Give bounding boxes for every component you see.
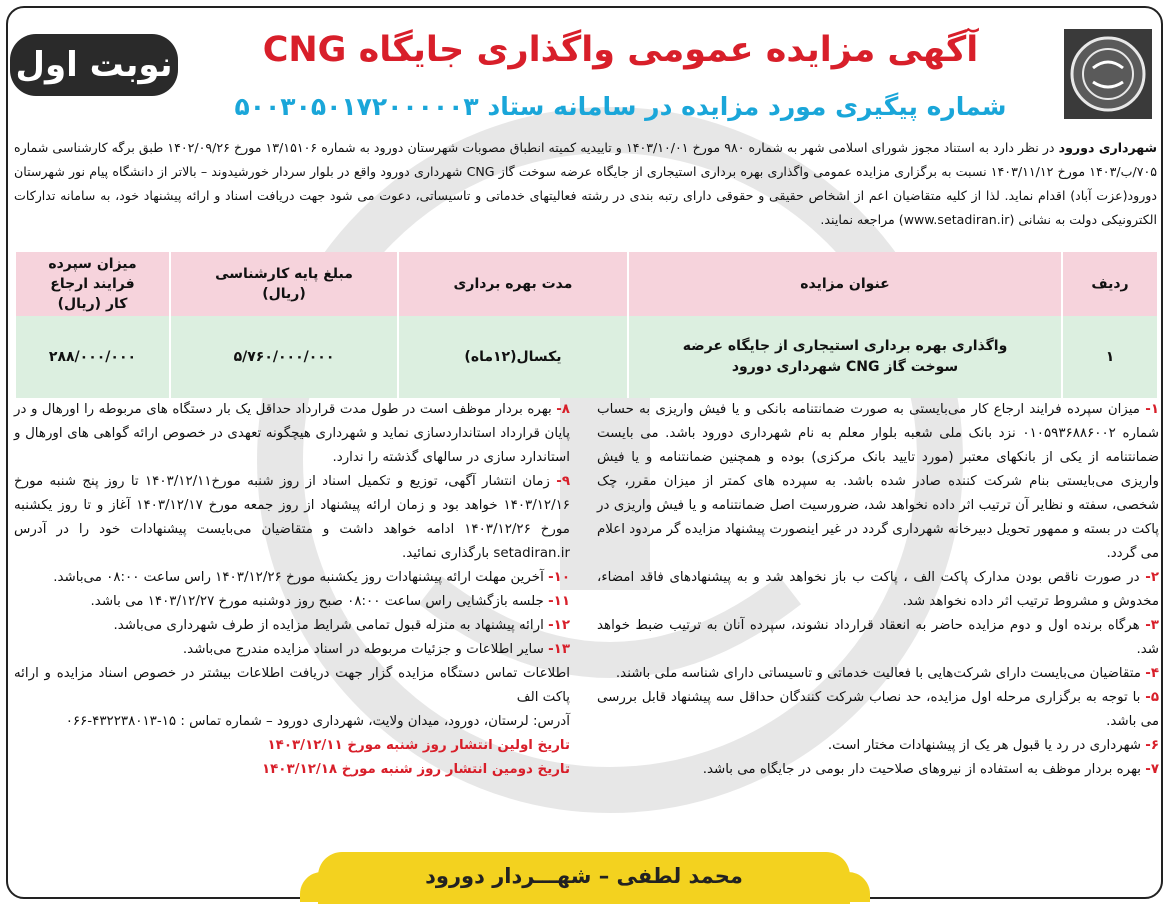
condition-item: ۹- زمان انتشار آگهی، توزیع و تکمیل اسناد از روز شنبه مورخ۱۴۰۳/۱۲/۱۱ تا روز پنج شنبه مورخ ۱۴۰۳/۱۲/۱۶ خواهد بود و زمان ارائه پیشنهاد از روز جمعه مورخ ۱۴۰۳/۱۲/۱۷ آغاز و تا روز یکشنبه مورخ ۱۴۰۳/۱۲/۲۶ ادامه خواهد داشت و متقاضیان می‌بایست پیشنهادات خود را در آدرس setadiran.ir بارگذاری نمائید.: [14, 474, 570, 561]
condition-item: ۱۱- جلسه بازگشایی راس ساعت ۰۸:۰۰ صبح روز دوشنبه مورخ ۱۴۰۳/۱۲/۲۷ می باشد.: [90, 594, 570, 609]
header-duration: مدت بهره برداری: [398, 252, 628, 316]
header-row-number: ردیف: [1062, 252, 1157, 316]
cell-duration: یکسال(۱۲ماه): [398, 316, 628, 398]
intro-lead: شهرداری دورود: [1058, 140, 1158, 155]
contact-info: اطلاعات تماس دستگاه مزایده گزار جهت دریافت اطلاعات بیشتر در خصوص اسناد مزایده و ارائه پاکت الف: [14, 666, 570, 705]
notice-title: آگهی مزایده عمومی واگذاری جایگاه CNG: [262, 30, 979, 70]
condition-item: ۱۲- ارائه پیشنهاد به منزله قبول تمامی شرایط مزایده از طرف شهرداری می‌باشد.: [113, 618, 570, 633]
second-publication-date: تاریخ دومین انتشار روز شنبه مورخ ۱۴۰۳/۱۲/۱۸: [261, 762, 570, 777]
condition-item: ۷- بهره بردار موظف به استفاده از نیروهای صلاحیت دار بومی در جایگاه می باشد.: [702, 762, 1159, 777]
cell-title: واگذاری بهره برداری استیجاری از جایگاه عرضه سوخت گاز CNG شهرداری دورود: [628, 316, 1062, 398]
first-round-badge: نوبت اول: [10, 34, 178, 96]
condition-item: ۲- در صورت ناقص بودن مدارک پاکت الف ، پاکت ب باز نخواهد شد و به پیشنهادهای فاقد امضاء، مخدوش و مشروط ترتیب اثر داده نخواهد شد.: [597, 570, 1159, 609]
cell-row-number: ۱: [1062, 316, 1157, 398]
contact-address: آدرس: لرستان، دورود، میدان ولایت، شهرداری دورود – شماره تماس : ۱۵-۴۳۲۲۳۸۰۱۳-۰۶۶: [65, 714, 570, 729]
municipality-logo: [1063, 28, 1153, 120]
condition-item: ۱۳- سایر اطلاعات و جزئیات مربوطه در اسناد مزایده مندرج می‌باشد.: [182, 642, 570, 657]
condition-item: ۵- با توجه به برگزاری مرحله اول مزایده، حد نصاب شرکت کنندگان حداقل سه پیشنهاد قابل بررسی می باشد.: [597, 690, 1159, 729]
condition-item: ۳- هرگاه برنده اول و دوم مزایده حاضر به انعقاد قرارداد نشوند، سپرده آنان به ترتیب ضبط خواهد شد.: [597, 618, 1159, 657]
header-deposit: میزان سپرده فرایند ارجاع کار (ریال): [15, 252, 170, 316]
first-publication-date: تاریخ اولین انتشار روز شنبه مورخ ۱۴۰۳/۱۲/۱۱: [267, 738, 570, 753]
intro-paragraph: [14, 136, 1157, 232]
header-title: عنوان مزایده: [628, 252, 1062, 316]
cell-base-price: ۵/۷۶۰/۰۰۰/۰۰۰: [170, 316, 398, 398]
tracking-number-subtitle: شماره پیگیری مورد مزایده در سامانه ستاد ۵۰۰۳۰۵۰۱۷۲۰۰۰۰۰۳: [234, 92, 1007, 121]
condition-item: ۸- بهره بردار موظف است در طول مدت قرارداد حداقل یک بار دستگاه های مربوطه را اورهال و در پایان قرارداد استانداردسازی نماید و شهرداری هیچگونه تعهدی در خصوص ارائه گواهی های اورهال و استاندارد سازی در سالهای گذشته را ندارد.: [14, 402, 570, 465]
table-row: [15, 316, 1157, 398]
condition-item: ۶- شهرداری در رد یا قبول هر یک از پیشنهادات مختار است.: [827, 738, 1159, 753]
condition-item: ۱- میزان سپرده فرایند ارجاع کار می‌بایستی به صورت ضمانتنامه بانکی و یا فیش واریزی به حساب شماره ۰۱۰۵۹۳۶۸۸۶۰۰۲ نزد بانک ملی شعبه بلوار معلم به نام شهرداری دورود باشد. می بایست ضمانتنامه از یکی از بانکهای معتبر (مورد تایید بانک مرکزی) بوده و همچنین ضمانتنامه و یا فیش واریزی می‌بایستی بنام شرکت کننده صادر شده باشد. به سپرده های کمتر از میزان مقرر، چک شخصی، سفته و نظایر آن ترتیب اثر داده نخواهد شد، ضرورسیت اصل ضمانتنامه و یا فیش واریزی در پاکت در بسته و ممهور تحویل دبیرخانه شهرداری گردد در غیر اینصورت پیشنهاد مزایده گر مردود اعلام می گردد.: [597, 402, 1160, 561]
cell-deposit: ۲۸۸/۰۰۰/۰۰۰: [15, 316, 170, 398]
condition-item: ۱۰- آخرین مهلت ارائه پیشنهادات روز یکشنبه مورخ ۱۴۰۳/۱۲/۲۶ راس ساعت ۰۸:۰۰ می‌باشد.: [53, 570, 570, 585]
conditions-right-column: [597, 398, 1159, 782]
table-header-row: [15, 252, 1157, 316]
condition-item: ۴- متقاضیان می‌بایست دارای شرکت‌هایی با فعالیت خدماتی و تاسیساتی دارای شناسه ملی باشند.: [615, 666, 1159, 681]
header-base-price: مبلغ پایه کارشناسی (ریال): [170, 252, 398, 316]
conditions-left-column: [14, 398, 570, 782]
mayor-signature-bar: محمد لطفی – شهـــردار دورود: [318, 852, 850, 904]
auction-table: [14, 252, 1157, 398]
intro-body: در نظر دارد به استناد مجوز شورای اسلامی شهر به شماره ۹۸۰ مورخ ۱۴۰۳/۱۰/۰۱ و تاییدیه کمیته انطباق مصوبات شهرستان دورود به شماره ۱۳/۱۵۱۰۶ مورخ ۱۴۰۲/۰۹/۲۶ طبق برگه کارشناسی شماره ۷۰۵/ب/۱۴۰۳ مورخ ۱۴۰۳/۱۱/۱۲ نسبت به برگزاری مزایده عمومی واگذاری بهره برداری استیجاری از جایگاه عرضه سوخت گاز CNG شهرداری دورود واقع در بلوار سردار خورشیدوند – بالاتر از دانشگاه پیام نور شهرستان دورود(عزت آباد) اقدام نماید. لذا از کلیه متقاضیان اعم از اشخاص حقیقی و حقوقی دارای رتبه بندی در رشته فعالیتهای خدماتی و تاسیساتی، دعوت می شود جهت دریافت اسناد و ارائه پیشنهاد خود، به سامانه تدارکات الکترونیکی دولت به نشانی (www.setadiran.ir) مراجعه نمایند.: [14, 140, 1157, 227]
